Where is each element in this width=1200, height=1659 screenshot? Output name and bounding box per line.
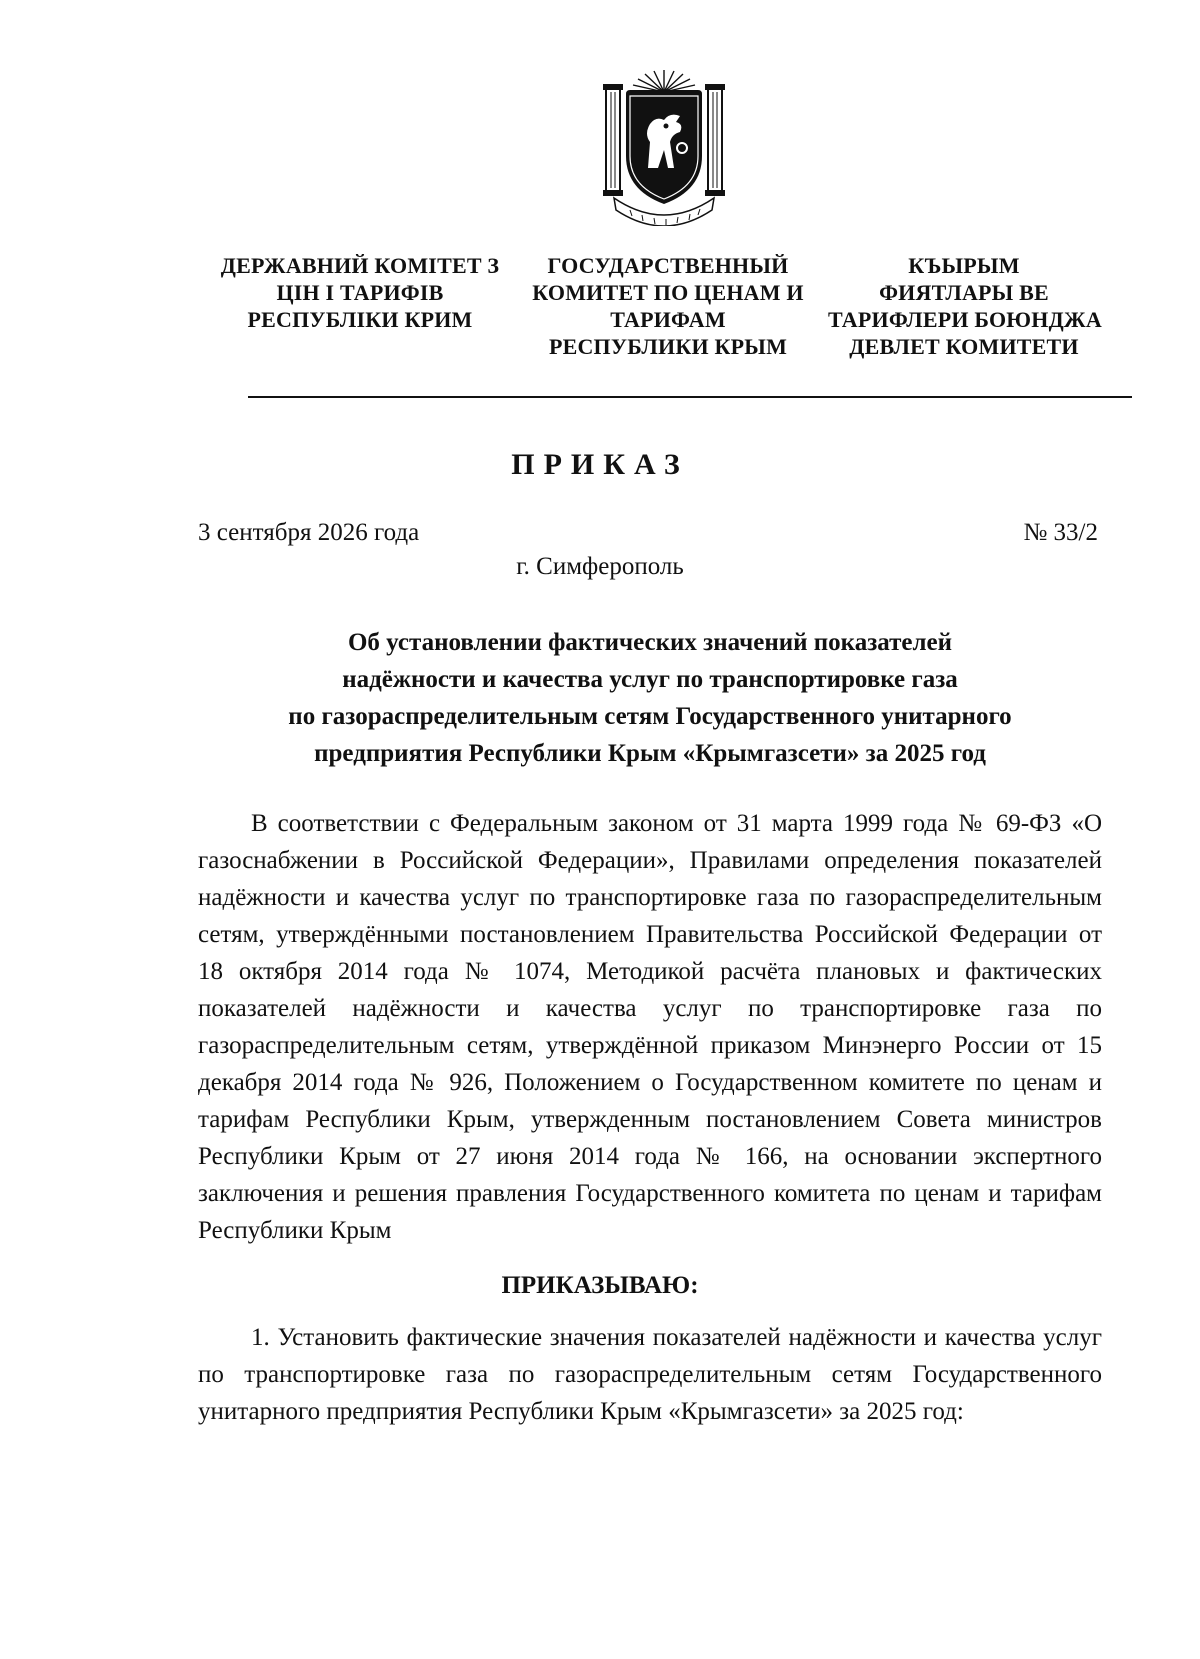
org-right-line-1: КЪЫРЫМ [908,253,1020,278]
org-name-russian [518,252,818,360]
subject-line-1: Об установлении фактических значений показателей [347,629,953,656]
document-city: г. Симферополь [516,553,684,580]
org-center-line-1: ГОСУДАРСТВЕННЫЙ [547,253,789,278]
org-left-line-2: ЦІН І ТАРИФІВ [276,280,444,305]
subject-line-3: по газораспределительным сетям Государственного унитарного [288,703,1012,730]
subject-line-4: предприятия Республики Крым «Крымгазсети» за 2025 год [314,740,986,767]
org-right-line-3: ТАРИФЛЕРИ БОЮНДЖА [828,307,1102,332]
document-title: ПРИКАЗ [511,448,689,481]
header-divider [248,396,1132,398]
org-left-line-1: ДЕРЖАВНИЙ КОМІТЕТ З [220,253,500,278]
coat-of-arms-icon [600,64,728,226]
org-center-line-2: КОМИТЕТ ПО ЦЕНАМ И [532,280,804,305]
preamble-paragraph: В соответствии с Федеральным законом от 31 марта 1999 года № 69-ФЗ «О газоснабжении в Российской Федерации», Правилами определения показателей надёжности и качества услуг по транспортировке газа по газораспределительным сетям, утверждёнными постановлением Правительства Российской Федерации от 18 октября 2014 года № 1074, Методикой расчёта плановых и фактических показателей надёжности и качества услуг по транспортировке газа по газораспределительным сетям, утверждённой приказом Минэнерго России от 15 декабря 2014 года № 926, Положением о Государственном комитете по ценам и тарифам Республики Крым, утвержденным постановлением Совета министров Республики Крым от 27 июня 2014 года № 166, на основании экспертного заключения и решения правления Государственного комитета по ценам и тарифам Республики Крым [198,810,1102,1244]
document-body [198,805,1102,1249]
org-center-line-4: РЕСПУБЛИКИ КРЫМ [548,334,788,359]
org-name-ukrainian [220,252,500,333]
order-item-1: 1. Установить фактические значения показателей надёжности и качества услуг по транспортировке газа по газораспределительным сетям Государственного унитарного предприятия Республики Крым «Крымгазсети» за 2025 год: [198,1324,1102,1425]
document-date: 3 сентября 2026 года [198,519,420,546]
org-right-line-4: ДЕВЛЕТ КОМИТЕТИ [849,334,1079,359]
org-center-line-3: ТАРИФАМ [610,307,726,332]
subject-line-2: надёжности и качества услуг по транспортировке газа [342,666,958,693]
org-right-line-2: ФИЯТЛАРЫ ВЕ [879,280,1049,305]
order-heading: ПРИКАЗЫВАЮ: [501,1272,699,1299]
org-left-line-3: РЕСПУБЛІКИ КРИМ [247,307,473,332]
document-subject [200,624,1100,772]
org-name-crimean-tatar [828,252,1100,360]
document-number: № 33/2 [1023,519,1098,546]
